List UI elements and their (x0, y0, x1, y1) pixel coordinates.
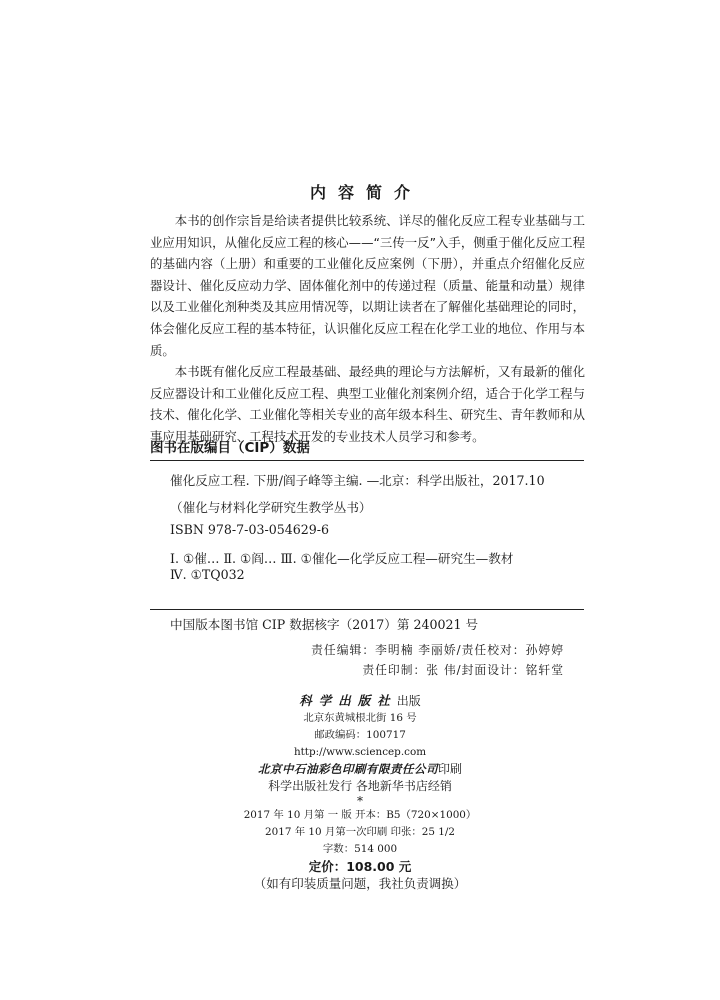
cip-isbn-line: ISBN 978-7-03-054629-6 (170, 522, 330, 537)
cip-title-line: 催化反应工程. 下册/阎子峰等主编. —北京：科学出版社，2017.10 (170, 473, 545, 488)
intro-body (150, 210, 585, 448)
cip-record-number: 中国版本图书馆 CIP 数据核字（2017）第 240021 号 (170, 617, 479, 632)
publisher-suffix: 出版 (396, 694, 421, 708)
distribution-line: 科学出版社发行 各地新华书店经销 (268, 779, 452, 793)
word-count: 字数：514 000 (322, 843, 398, 855)
intro-title: 内容简介 (309, 183, 422, 202)
cip-series-line: （催化与材料化学研究生教学丛书） (170, 500, 372, 515)
cip-subject-line: Ⅰ. ①催… Ⅱ. ①阎… Ⅲ. ①催化—化学反应工程—研究生—教材 (170, 551, 514, 566)
cip-classification-line: Ⅳ. ①TQ032 (170, 567, 245, 582)
price: 定价：108.00 元 (308, 859, 412, 874)
separator-star: * (357, 794, 363, 808)
imprint-block (0, 692, 720, 892)
intro-paragraph-1: 本书的创作宗旨是给读者提供比较系统、详尽的催化反应工程专业基础与工业应用知识，从催化反应工程的核心——“三传一反”入手，侧重于催化反应工程的基础内容（上册）和重要的工业催化反应案例（下册），并重点介绍催化反应器设计、催化反应动力学、固体催化剂中的传递过程（质量、能量和动量）规律以及工业催化剂种类及其应用情况等，以期让读者在了解催化基础理论的同时，体会催化反应工程的基本特征，认识催化反应工程在化学工业的地位、作用与本质。 (150, 213, 585, 358)
publisher-logo: 科学出版社 (299, 693, 397, 708)
publisher-url: http://www.sciencep.com (293, 746, 427, 758)
intro-paragraph-2: 本书既有催化反应工程最基础、最经典的理论与方法解析，又有最新的催化反应器设计和工业催化反应工程、典型工业催化剂案例介绍，适合于化学工程与技术、催化化学、工业催化等相关专业的高年级本科生、研究生、青年教师和从事应用基础研究、工程技术开发的专业技术人员学习和参考。 (150, 364, 585, 444)
printer-logo: 北京中石油彩色印刷有限责任公司 (257, 762, 438, 776)
edition-line: 2017 年 10 月第 一 版 开本：B5（720×1000） (243, 809, 477, 821)
editor-credits: 责任编辑：李明楠 李丽娇/责任校对：孙婷婷 (311, 643, 564, 657)
production-credits: 责任印制：张 伟/封面设计：铭轩堂 (362, 663, 564, 677)
publisher-address: 北京东黄城根北街 16 号 (303, 712, 417, 724)
publisher-line (0, 692, 720, 710)
printer-suffix: 印刷 (437, 762, 462, 776)
publisher-postcode: 邮政编码：100717 (314, 729, 406, 741)
printing-line: 2017 年 10 月第一次印刷 印张：25 1/2 (264, 826, 456, 838)
quality-note: （如有印装质量问题，我社负责调换） (253, 876, 467, 891)
printer-line (0, 761, 720, 778)
cip-data-box (150, 460, 584, 610)
cip-heading: 图书在版编目（CIP）数据 (150, 440, 310, 456)
